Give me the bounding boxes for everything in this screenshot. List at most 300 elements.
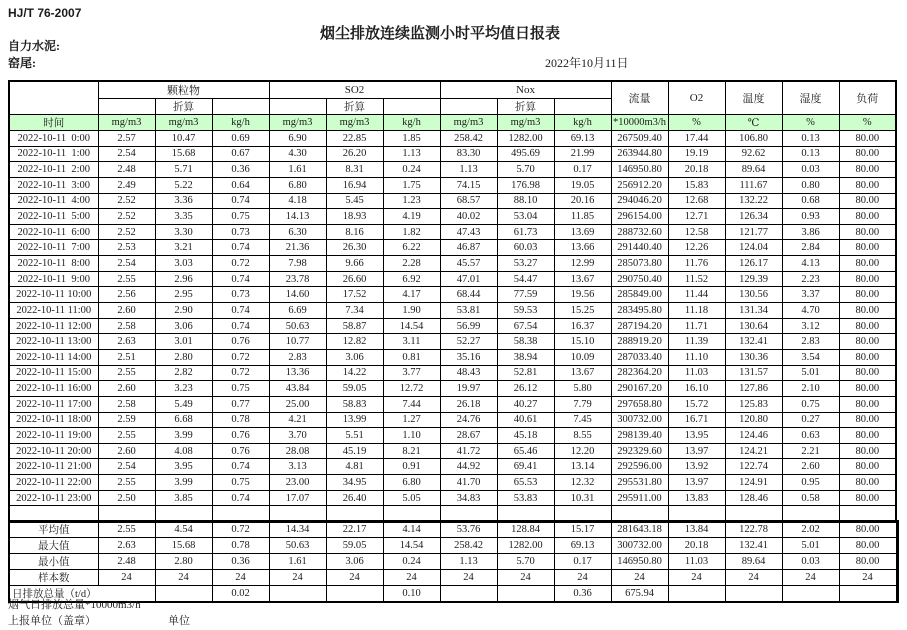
value-cell: 2.55 <box>98 271 155 287</box>
unit-cell: mg/m3 <box>440 115 497 131</box>
value-cell: 11.18 <box>668 303 725 319</box>
summary-label: 平均值 <box>9 521 98 538</box>
value-cell: 3.77 <box>383 365 440 381</box>
value-cell: 11.03 <box>668 554 725 570</box>
time-cell: 2022-10-11 4:00 <box>9 193 98 209</box>
value-cell: 15.83 <box>668 177 725 193</box>
value-cell: 4.21 <box>269 412 326 428</box>
value-cell: 131.57 <box>725 365 782 381</box>
value-cell: 80.00 <box>839 334 896 350</box>
col-temperature: 温度 <box>725 81 782 115</box>
value-cell: 45.19 <box>326 443 383 459</box>
value-cell: 0.74 <box>212 459 269 475</box>
value-cell: 58.83 <box>326 396 383 412</box>
value-cell: 3.12 <box>782 318 839 334</box>
value-cell: 3.06 <box>155 318 212 334</box>
value-cell: 24 <box>554 570 611 586</box>
value-cell: 1282.00 <box>497 538 554 554</box>
value-cell <box>269 586 326 603</box>
value-cell: 24 <box>782 570 839 586</box>
value-cell: 2.55 <box>98 475 155 491</box>
value-cell: 14.22 <box>326 365 383 381</box>
value-cell: 0.03 <box>782 162 839 178</box>
value-cell: 2.51 <box>98 349 155 365</box>
value-cell: 126.34 <box>725 209 782 225</box>
value-cell: 258.42 <box>440 131 497 147</box>
time-cell: 2022-10-11 13:00 <box>9 334 98 350</box>
value-cell: 11.10 <box>668 349 725 365</box>
value-cell: 14.54 <box>383 318 440 334</box>
value-cell: 288919.20 <box>611 334 668 350</box>
value-cell: 106.80 <box>725 131 782 147</box>
value-cell: 13.99 <box>326 412 383 428</box>
value-cell: 1282.00 <box>497 131 554 147</box>
value-cell: 80.00 <box>839 538 896 554</box>
time-cell: 2022-10-11 3:00 <box>9 177 98 193</box>
value-cell: 80.00 <box>839 131 896 147</box>
value-cell: 3.13 <box>269 459 326 475</box>
value-cell: 3.85 <box>155 490 212 506</box>
value-cell: 2.54 <box>98 256 155 272</box>
blank-cell <box>383 99 440 115</box>
value-cell: 3.23 <box>155 381 212 397</box>
table-row <box>9 428 896 444</box>
value-cell: 80.00 <box>839 475 896 491</box>
value-cell: 2.83 <box>269 349 326 365</box>
value-cell: 7.98 <box>269 256 326 272</box>
value-cell: 67.54 <box>497 318 554 334</box>
time-cell: 2022-10-11 0:00 <box>9 131 98 147</box>
value-cell: 0.13 <box>782 131 839 147</box>
value-cell: 80.00 <box>839 521 896 538</box>
value-cell <box>326 586 383 603</box>
blank-cell <box>98 99 155 115</box>
value-cell <box>782 586 839 603</box>
report-date: 2022年10月11日 <box>545 56 629 70</box>
value-cell: 80.00 <box>839 459 896 475</box>
value-cell: 2.49 <box>98 177 155 193</box>
value-cell: 5.71 <box>155 162 212 178</box>
value-cell: 0.13 <box>782 146 839 162</box>
value-cell: 45.57 <box>440 256 497 272</box>
value-cell: 69.13 <box>554 131 611 147</box>
table-row <box>9 131 896 147</box>
value-cell: 80.00 <box>839 303 896 319</box>
value-cell: 12.99 <box>554 256 611 272</box>
value-cell: 48.43 <box>440 365 497 381</box>
value-cell: 13.36 <box>269 365 326 381</box>
value-cell: 4.08 <box>155 443 212 459</box>
value-cell: 16.10 <box>668 381 725 397</box>
value-cell: 8.31 <box>326 162 383 178</box>
value-cell: 0.68 <box>782 193 839 209</box>
value-cell: 59.53 <box>497 303 554 319</box>
value-cell: 121.77 <box>725 224 782 240</box>
value-cell: 111.67 <box>725 177 782 193</box>
value-cell: 295531.80 <box>611 475 668 491</box>
daily-total-label: 日排放总量（t/d） <box>9 586 155 603</box>
unit-cell: *10000m3/h <box>611 115 668 131</box>
table-row <box>9 287 896 303</box>
value-cell: 258.42 <box>440 538 497 554</box>
value-cell: 89.64 <box>725 162 782 178</box>
value-cell: 126.17 <box>725 256 782 272</box>
table-row <box>9 162 896 178</box>
value-cell <box>896 586 898 603</box>
value-cell: 0.78 <box>212 538 269 554</box>
value-cell: 35.16 <box>440 349 497 365</box>
table-row <box>9 209 896 225</box>
value-cell: 80.00 <box>839 256 896 272</box>
value-cell: 2.10 <box>782 381 839 397</box>
value-cell: 0.17 <box>554 554 611 570</box>
value-cell: 292596.00 <box>611 459 668 475</box>
value-cell: 2.80 <box>155 554 212 570</box>
value-cell: 20.18 <box>668 538 725 554</box>
value-cell: 26.18 <box>440 396 497 412</box>
value-cell: 10.77 <box>269 334 326 350</box>
value-cell: 16.37 <box>554 318 611 334</box>
value-cell: 1.13 <box>383 146 440 162</box>
value-cell: 14.54 <box>383 538 440 554</box>
value-cell: 5.05 <box>383 490 440 506</box>
value-cell: 80.00 <box>839 349 896 365</box>
value-cell: 24 <box>98 570 155 586</box>
time-cell: 2022-10-11 8:00 <box>9 256 98 272</box>
value-cell: 124.46 <box>725 428 782 444</box>
value-cell <box>668 586 725 603</box>
value-cell: 5.70 <box>497 554 554 570</box>
value-cell: 12.82 <box>326 334 383 350</box>
value-cell: 1.13 <box>440 162 497 178</box>
value-cell: 0.74 <box>212 193 269 209</box>
value-cell: 41.72 <box>440 443 497 459</box>
value-cell: 6.92 <box>383 271 440 287</box>
table-row <box>9 271 896 287</box>
value-cell: 3.03 <box>155 256 212 272</box>
value-cell: 298139.40 <box>611 428 668 444</box>
value-cell: 2.80 <box>155 349 212 365</box>
value-cell: 2.57 <box>98 131 155 147</box>
value-cell <box>839 586 896 603</box>
value-cell: 1.85 <box>383 131 440 147</box>
value-cell: 17.07 <box>269 490 326 506</box>
value-cell: 1.61 <box>269 162 326 178</box>
value-cell: 28.08 <box>269 443 326 459</box>
value-cell: 2.60 <box>98 443 155 459</box>
value-cell: 12.68 <box>668 193 725 209</box>
value-cell: 4.14 <box>383 521 440 538</box>
value-cell: 3.01 <box>155 334 212 350</box>
value-cell: 3.37 <box>782 287 839 303</box>
time-cell: 2022-10-11 18:00 <box>9 412 98 428</box>
value-cell: 125.83 <box>725 396 782 412</box>
subheader-converted-nox: 折算 <box>497 99 554 115</box>
value-cell: 3.30 <box>155 224 212 240</box>
value-cell: 53.04 <box>497 209 554 225</box>
value-cell: 5.45 <box>326 193 383 209</box>
col-load: 负荷 <box>839 81 896 115</box>
value-cell: 58.38 <box>497 334 554 350</box>
value-cell: 65.53 <box>497 475 554 491</box>
value-cell: 0.63 <box>782 428 839 444</box>
value-cell: 124.04 <box>725 240 782 256</box>
value-cell: 24 <box>155 570 212 586</box>
value-cell: 53.83 <box>497 490 554 506</box>
value-cell: 2.63 <box>98 334 155 350</box>
value-cell: 19.97 <box>440 381 497 397</box>
value-cell: 80.00 <box>839 177 896 193</box>
value-cell: 300732.00 <box>611 412 668 428</box>
col-o2: O2 <box>668 81 725 115</box>
value-cell: 4.30 <box>269 146 326 162</box>
value-cell: 2.84 <box>782 240 839 256</box>
summary-rows <box>9 521 898 602</box>
value-cell: 26.30 <box>326 240 383 256</box>
time-cell: 2022-10-11 10:00 <box>9 287 98 303</box>
value-cell: 12.58 <box>668 224 725 240</box>
value-cell: 2.28 <box>383 256 440 272</box>
value-cell: 12.32 <box>554 475 611 491</box>
value-cell: 4.18 <box>269 193 326 209</box>
value-cell: 15.72 <box>668 396 725 412</box>
value-cell: 47.01 <box>440 271 497 287</box>
time-cell: 2022-10-11 20:00 <box>9 443 98 459</box>
value-cell: 0.78 <box>212 412 269 428</box>
value-cell: 15.25 <box>554 303 611 319</box>
value-cell: 8.16 <box>326 224 383 240</box>
value-cell: 12.26 <box>668 240 725 256</box>
value-cell: 10.47 <box>155 131 212 147</box>
value-cell: 26.12 <box>497 381 554 397</box>
value-cell: 5.51 <box>326 428 383 444</box>
value-cell: 80.00 <box>839 209 896 225</box>
value-cell: 19.05 <box>554 177 611 193</box>
value-cell: 2.58 <box>98 396 155 412</box>
value-cell: 300732.00 <box>611 538 668 554</box>
value-cell: 675.94 <box>611 586 668 603</box>
value-cell: 80.00 <box>839 318 896 334</box>
value-cell: 11.71 <box>668 318 725 334</box>
value-cell: 0.27 <box>782 412 839 428</box>
table-row <box>9 193 896 209</box>
value-cell: 34.95 <box>326 475 383 491</box>
value-cell: 11.03 <box>668 365 725 381</box>
value-cell: 287194.20 <box>611 318 668 334</box>
value-cell: 1.10 <box>383 428 440 444</box>
value-cell: 288732.60 <box>611 224 668 240</box>
value-cell: 283495.80 <box>611 303 668 319</box>
value-cell: 24 <box>269 570 326 586</box>
value-cell: 65.46 <box>497 443 554 459</box>
value-cell: 1.27 <box>383 412 440 428</box>
unit-cell: mg/m3 <box>155 115 212 131</box>
value-cell: 296154.00 <box>611 209 668 225</box>
unit-cell: kg/h <box>554 115 611 131</box>
value-cell: 1.13 <box>440 554 497 570</box>
value-cell: 40.27 <box>497 396 554 412</box>
col-group-pm: 颗粒物 <box>98 81 269 99</box>
value-cell: 80.00 <box>839 162 896 178</box>
value-cell: 2.55 <box>98 428 155 444</box>
blank-cell <box>212 99 269 115</box>
value-cell: 2.55 <box>98 365 155 381</box>
value-cell: 80.00 <box>839 287 896 303</box>
time-cell: 2022-10-11 19:00 <box>9 428 98 444</box>
unit-cell: ℃ <box>725 115 782 131</box>
value-cell: 80.00 <box>839 193 896 209</box>
value-cell: 24 <box>611 570 668 586</box>
flow-total-note: 烟气日排放总量*10000m3/h <box>8 599 141 611</box>
value-cell: 40.61 <box>497 412 554 428</box>
value-cell: 4.54 <box>155 521 212 538</box>
value-cell: 0.64 <box>212 177 269 193</box>
value-cell: 3.11 <box>383 334 440 350</box>
value-cell: 61.73 <box>497 224 554 240</box>
value-cell: 0.75 <box>212 209 269 225</box>
value-cell: 4.19 <box>383 209 440 225</box>
value-cell: 15.17 <box>554 521 611 538</box>
summary-row <box>9 570 898 586</box>
value-cell: 2.60 <box>98 381 155 397</box>
value-cell: 130.36 <box>725 349 782 365</box>
table-row <box>9 146 896 162</box>
value-cell: 2.55 <box>98 521 155 538</box>
table-row <box>9 396 896 412</box>
value-cell: 22.85 <box>326 131 383 147</box>
value-cell: 3.86 <box>782 224 839 240</box>
table-row <box>9 318 896 334</box>
value-cell: 88.10 <box>497 193 554 209</box>
value-cell: 80.00 <box>839 381 896 397</box>
value-cell: 2.56 <box>98 287 155 303</box>
value-cell: 0.74 <box>212 318 269 334</box>
table-row <box>9 349 896 365</box>
value-cell: 0.02 <box>212 586 269 603</box>
table-row <box>9 365 896 381</box>
value-cell: 43.84 <box>269 381 326 397</box>
reporting-unit-label: 上报单位（盖章） <box>8 615 96 627</box>
value-cell: 267509.40 <box>611 131 668 147</box>
value-cell: 176.98 <box>497 177 554 193</box>
value-cell: 16.94 <box>326 177 383 193</box>
value-cell: 295911.00 <box>611 490 668 506</box>
time-cell: 2022-10-11 11:00 <box>9 303 98 319</box>
page-title: 烟尘排放连续监测小时平均值日报表 <box>319 26 560 42</box>
value-cell: 38.94 <box>497 349 554 365</box>
value-cell: 124.91 <box>725 475 782 491</box>
value-cell: 290750.40 <box>611 271 668 287</box>
value-cell: 146950.80 <box>611 162 668 178</box>
value-cell: 0.72 <box>212 349 269 365</box>
value-cell: 2.52 <box>98 224 155 240</box>
value-cell: 3.95 <box>155 459 212 475</box>
value-cell: 10.09 <box>554 349 611 365</box>
value-cell: 13.97 <box>668 443 725 459</box>
value-cell: 80.00 <box>839 412 896 428</box>
value-cell: 80.00 <box>839 396 896 412</box>
value-cell: 122.74 <box>725 459 782 475</box>
value-cell: 1.75 <box>383 177 440 193</box>
value-cell: 2.96 <box>155 271 212 287</box>
value-cell: 24 <box>440 570 497 586</box>
standard-number: HJ/T 76-2007 <box>8 6 82 20</box>
value-cell: 8.21 <box>383 443 440 459</box>
value-cell: 0.24 <box>383 554 440 570</box>
value-cell: 146950.80 <box>611 554 668 570</box>
value-cell: 1.23 <box>383 193 440 209</box>
value-cell: 80.00 <box>839 443 896 459</box>
value-cell: 50.63 <box>269 538 326 554</box>
value-cell: 130.56 <box>725 287 782 303</box>
value-cell: 0.36 <box>212 554 269 570</box>
value-cell: 68.44 <box>440 287 497 303</box>
value-cell: 282364.20 <box>611 365 668 381</box>
unit-cell: mg/m3 <box>98 115 155 131</box>
value-cell: 24 <box>326 570 383 586</box>
value-cell: 53.81 <box>440 303 497 319</box>
value-cell: 3.21 <box>155 240 212 256</box>
data-rows <box>9 131 896 522</box>
value-cell: 287033.40 <box>611 349 668 365</box>
value-cell: 2.54 <box>98 459 155 475</box>
value-cell: 2.63 <box>98 538 155 554</box>
value-cell: 9.66 <box>326 256 383 272</box>
value-cell: 45.18 <box>497 428 554 444</box>
value-cell: 0.72 <box>212 521 269 538</box>
value-cell: 6.22 <box>383 240 440 256</box>
value-cell: 80.00 <box>839 490 896 506</box>
value-cell: 14.60 <box>269 287 326 303</box>
value-cell: 59.05 <box>326 538 383 554</box>
value-cell: 2.52 <box>98 209 155 225</box>
time-cell: 2022-10-11 14:00 <box>9 349 98 365</box>
value-cell: 2.21 <box>782 443 839 459</box>
value-cell: 0.10 <box>383 586 440 603</box>
time-cell: 2022-10-11 9:00 <box>9 271 98 287</box>
value-cell: 290167.20 <box>611 381 668 397</box>
value-cell: 17.44 <box>668 131 725 147</box>
summary-row <box>9 554 898 570</box>
value-cell: 13.95 <box>668 428 725 444</box>
value-cell: 7.79 <box>554 396 611 412</box>
value-cell: 0.73 <box>212 224 269 240</box>
value-cell: 8.55 <box>554 428 611 444</box>
time-cell: 2022-10-11 22:00 <box>9 475 98 491</box>
value-cell: 263944.80 <box>611 146 668 162</box>
value-cell: 6.80 <box>383 475 440 491</box>
value-cell: 15.10 <box>554 334 611 350</box>
value-cell: 2.60 <box>98 303 155 319</box>
blank-cell <box>554 99 611 115</box>
value-cell: 4.81 <box>326 459 383 475</box>
value-cell: 80.00 <box>839 428 896 444</box>
value-cell: 52.81 <box>497 365 554 381</box>
value-cell <box>725 586 782 603</box>
value-cell: 2.50 <box>98 490 155 506</box>
summary-row <box>9 521 898 538</box>
value-cell: 17.52 <box>326 287 383 303</box>
value-cell: 13.69 <box>554 224 611 240</box>
time-cell: 2022-10-11 1:00 <box>9 146 98 162</box>
table-row <box>9 334 896 350</box>
value-cell: 11.44 <box>668 287 725 303</box>
value-cell: 495.69 <box>497 146 554 162</box>
value-cell: 3.36 <box>155 193 212 209</box>
value-cell: 5.80 <box>554 381 611 397</box>
value-cell: 24 <box>383 570 440 586</box>
value-cell: 18.93 <box>326 209 383 225</box>
